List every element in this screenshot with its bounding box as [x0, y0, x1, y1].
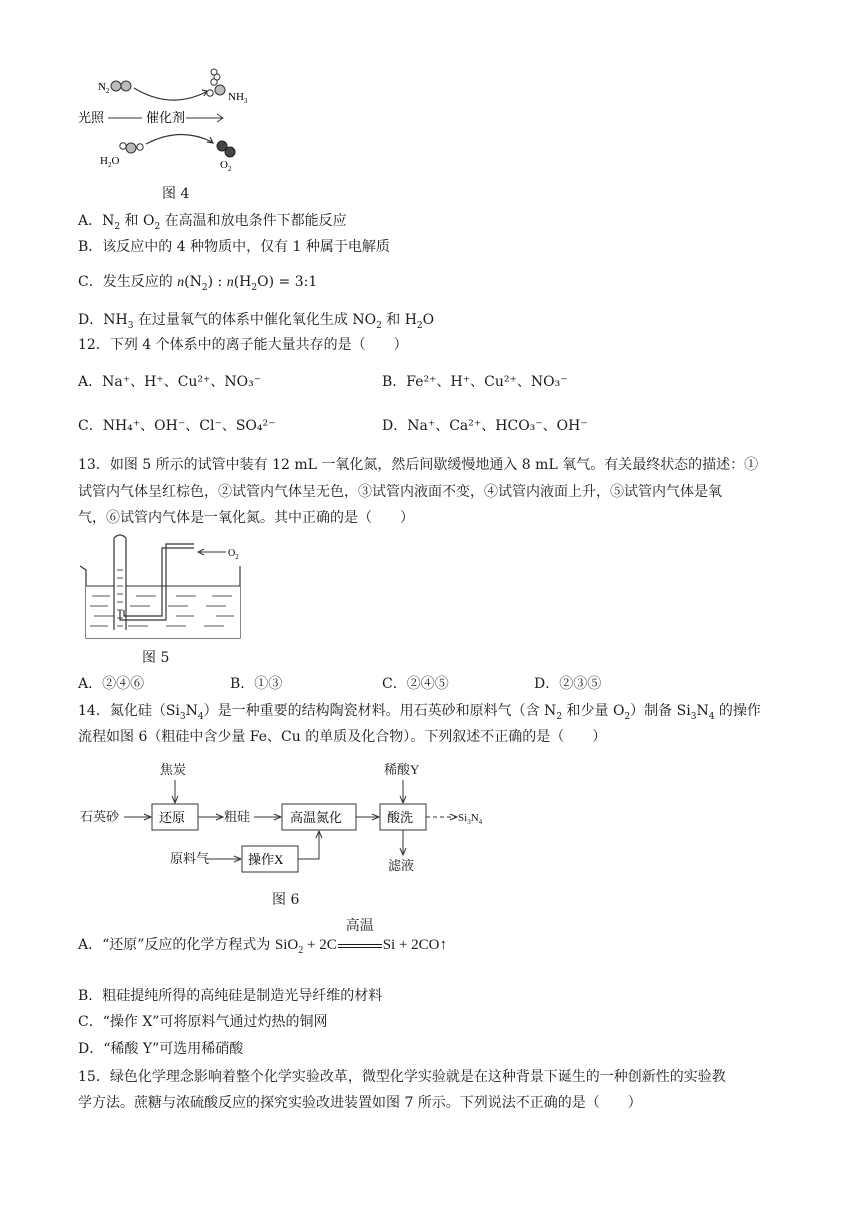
- light-label: 光照: [78, 110, 105, 125]
- flow-quartz: 石英砂: [80, 809, 120, 824]
- o2-inlet-label: $O_2$: [228, 548, 239, 561]
- figure-4-reaction-diagram: [70, 66, 270, 174]
- figure-5-apparatus: [76, 530, 256, 642]
- q14-option-c: C．“操作 X”可将原料气通过灼热的铜网: [78, 1014, 328, 1030]
- q13-option-b: B．①③: [230, 676, 283, 692]
- nh3-label: $NH_3$: [228, 91, 248, 105]
- q13-stem-line-3: 气，⑥试管内气体是一氧化氮。其中正确的是（ ）: [78, 510, 414, 526]
- nh3-h-1: [207, 90, 213, 96]
- beaker-water: [86, 586, 240, 638]
- q12-option-b: B．Fe²⁺、H⁺、Cu²⁺、NO₃⁻: [382, 374, 568, 390]
- n2-atom-1: [111, 81, 121, 91]
- figure-6-flowchart: [76, 756, 506, 882]
- q13-stem-line-1: 13．如图 5 所示的试管中装有 12 mL 一氧化氮，然后间歇缓慢地通入 8 mL 氧气。有关最终状态的描述：①: [78, 457, 759, 473]
- figure-4-caption: 图 4: [162, 186, 190, 202]
- nh3-n: [215, 85, 225, 95]
- flow-coke: 焦炭: [160, 762, 187, 777]
- q13-option-c: C．②④⑤: [382, 676, 449, 692]
- svg-text:操作X: 操作X: [248, 852, 284, 867]
- q14-option-a: A．“还原”反应的化学方程式为 SiO$_2$ + 2C 高温 Si + 2CO↑: [78, 919, 448, 956]
- svg-text:还原: 还原: [159, 810, 186, 825]
- q15-stem-line-1: 15．绿色化学理念影响着整个化学实验改革，微型化学实验就是在这种背景下诞生的一种创新性的实验教: [78, 1069, 726, 1085]
- catalyst-label: 催化剂: [146, 110, 186, 125]
- o2-atom-2: [225, 147, 235, 157]
- q14-stem-line-1: 14．氮化硅$(Si_3N_4)$是一种重要的结构陶瓷材料。用石英砂和原料气（含 $N_2$ 和少量 $O_2$）制备 $Si_3N_4$ 的操作: [78, 703, 761, 722]
- h2o-h-2: [137, 144, 143, 150]
- flow-gas: 原料气: [170, 851, 210, 866]
- q11-option-a: A．$N_2$ 和 $O_2$ 在高温和放电条件下都能反应: [78, 213, 347, 232]
- flow-product: $Si_3N_4$: [458, 812, 483, 826]
- figure-5-caption: 图 5: [142, 650, 170, 666]
- h2o-arrow: [146, 134, 212, 144]
- q12-option-c: C．NH₄⁺、OH⁻、Cl⁻、SO₄²⁻: [78, 418, 276, 434]
- q13-stem-line-2: 试管内气体呈红棕色，②试管内气体呈无色，③试管内液面不变，④试管内液面上升，⑤试管内气体是氧: [78, 484, 722, 500]
- flow-filtrate: 滤液: [388, 858, 415, 873]
- n2-arrow: [134, 88, 206, 100]
- q14-option-b: B．粗硅提纯所得的高纯硅是制造光导纤维的材料: [78, 988, 383, 1004]
- h2o-o: [126, 143, 136, 153]
- o2-label: $O_2$: [220, 159, 232, 173]
- svg-text:高温氮化: 高温氮化: [290, 810, 343, 825]
- q14-stem-line-2: 流程如图 6（粗硅中含少量 Fe、Cu 的单质及化合物）。下列叙述不正确的是（ ）: [78, 729, 607, 745]
- figure-6-caption: 图 6: [272, 892, 300, 908]
- q15-stem-line-2: 学方法。蔗糖与浓硫酸反应的探究实验改进装置如图 7 所示。下列说法不正确的是（ ）: [78, 1095, 642, 1111]
- q13-option-a: A．②④⑥: [78, 676, 145, 692]
- flow-acid: 稀酸Y: [384, 762, 420, 777]
- q13-option-d: D．②③⑤: [534, 676, 602, 692]
- q12-option-d: D．Na⁺、Ca²⁺、HCO₃⁻、OH⁻: [382, 418, 588, 434]
- n2-atom-2: [121, 81, 131, 91]
- flow-crude: 粗硅: [224, 809, 251, 824]
- q14-option-d: D．“稀酸 Y”可选用稀硝酸: [78, 1041, 244, 1057]
- q11-option-d: D．$NH_3$ 在过量氧气的体系中催化氧化生成 $NO_2$ 和 $H_2O$: [78, 312, 435, 331]
- h2o-label: $H_2O$: [100, 155, 120, 169]
- q11-option-b: B．该反应中的 4 种物质中，仅有 1 种属于电解质: [78, 239, 390, 255]
- n2-label: $N_2$: [98, 81, 110, 95]
- q11-option-c: C．发生反应的 $n(N_2)$ : $n(H_2O)$ = 3:1: [78, 274, 318, 293]
- q12-stem: 12．下列 4 个体系中的离子能大量共存的是（ ）: [78, 337, 408, 353]
- nh3-atom-4: [211, 69, 217, 75]
- q12-option-a: A．Na⁺、H⁺、Cu²⁺、NO₃⁻: [78, 374, 262, 390]
- h2o-h-1: [120, 143, 126, 149]
- svg-text:酸洗: 酸洗: [387, 810, 414, 825]
